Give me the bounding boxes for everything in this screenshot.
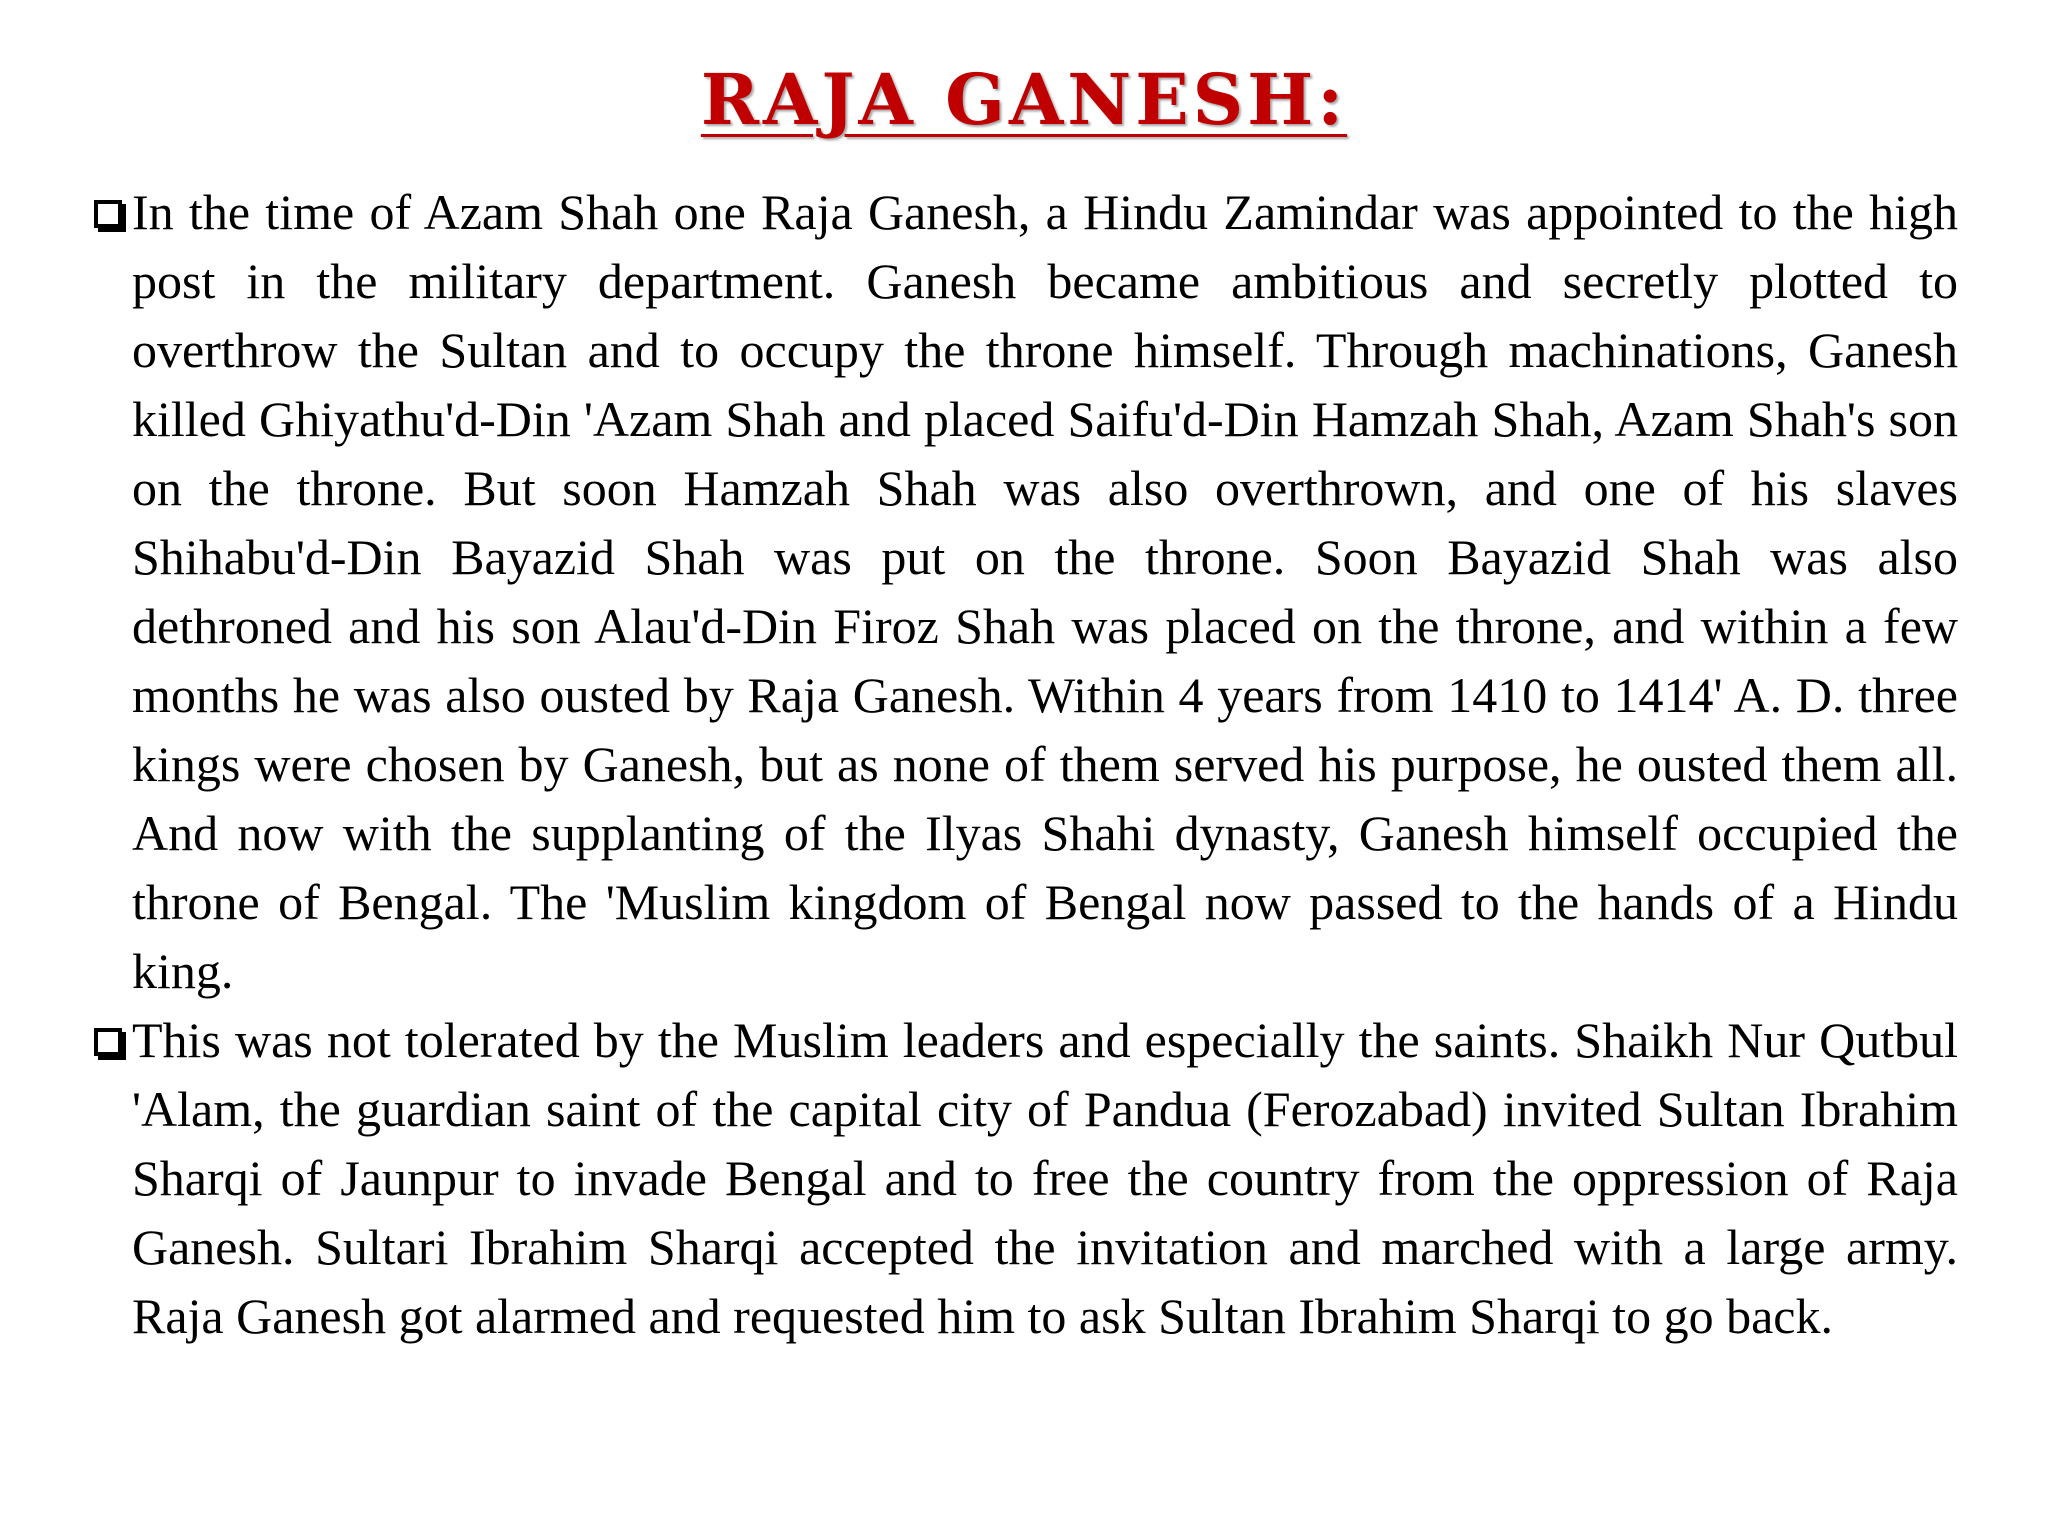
slide-title-text: RAJA GANESH: [700, 58, 1348, 141]
bullet-list [94, 178, 1958, 1351]
bullet-text: This was not tolerated by the Muslim leaders and especially the saints. Shaikh Nur Qutbul 'Alam, the guardian saint of the capital city of Pandua (Ferozabad) invited Sultan Ibrahim Sharqi of Jaunpur to invade Bengal and to free the country from the oppression of Raja Ganesh. Sultari Ibrahim Sharqi accepted the invitation and marched with a large army. Raja Ganesh got alarmed and requested him to ask Sultan Ibrahim Sharqi to go back. [132, 1012, 1958, 1344]
hollow-square-bullet-icon [94, 1028, 122, 1056]
bullet-text: In the time of Azam Shah one Raja Ganesh, a Hindu Zamindar was appointed to the high post in the military department. Ganesh became ambitious and secretly plotted to overthrow the Sultan and to occupy the throne himself. Through machinations, Ganesh killed Ghiyathu'd-Din 'Azam Shah and placed Saifu'd-Din Hamzah Shah, Azam Shah's son on the throne. But soon Hamzah Shah was also overthrown, and one of his slaves Shihabu'd-Din Bayazid Shah was put on the throne. Soon Bayazid Shah was also dethroned and his son Alau'd-Din Firoz Shah was placed on the throne, and within a few months he was also ousted by Raja Ganesh. Within 4 years from 1410 to 1414' A. D. three kings were chosen by Ganesh, but as none of them served his purpose, he ousted them all. And now with the supplanting of the Ilyas Shahi dynasty, Ganesh himself occupied the throne of Bengal. The 'Muslim kingdom of Bengal now passed to the hands of a Hindu king. [132, 184, 1958, 999]
bullet-item [94, 1006, 1958, 1351]
slide-title [0, 58, 2048, 142]
bullet-item [94, 178, 1958, 1006]
hollow-square-bullet-icon [94, 200, 122, 228]
